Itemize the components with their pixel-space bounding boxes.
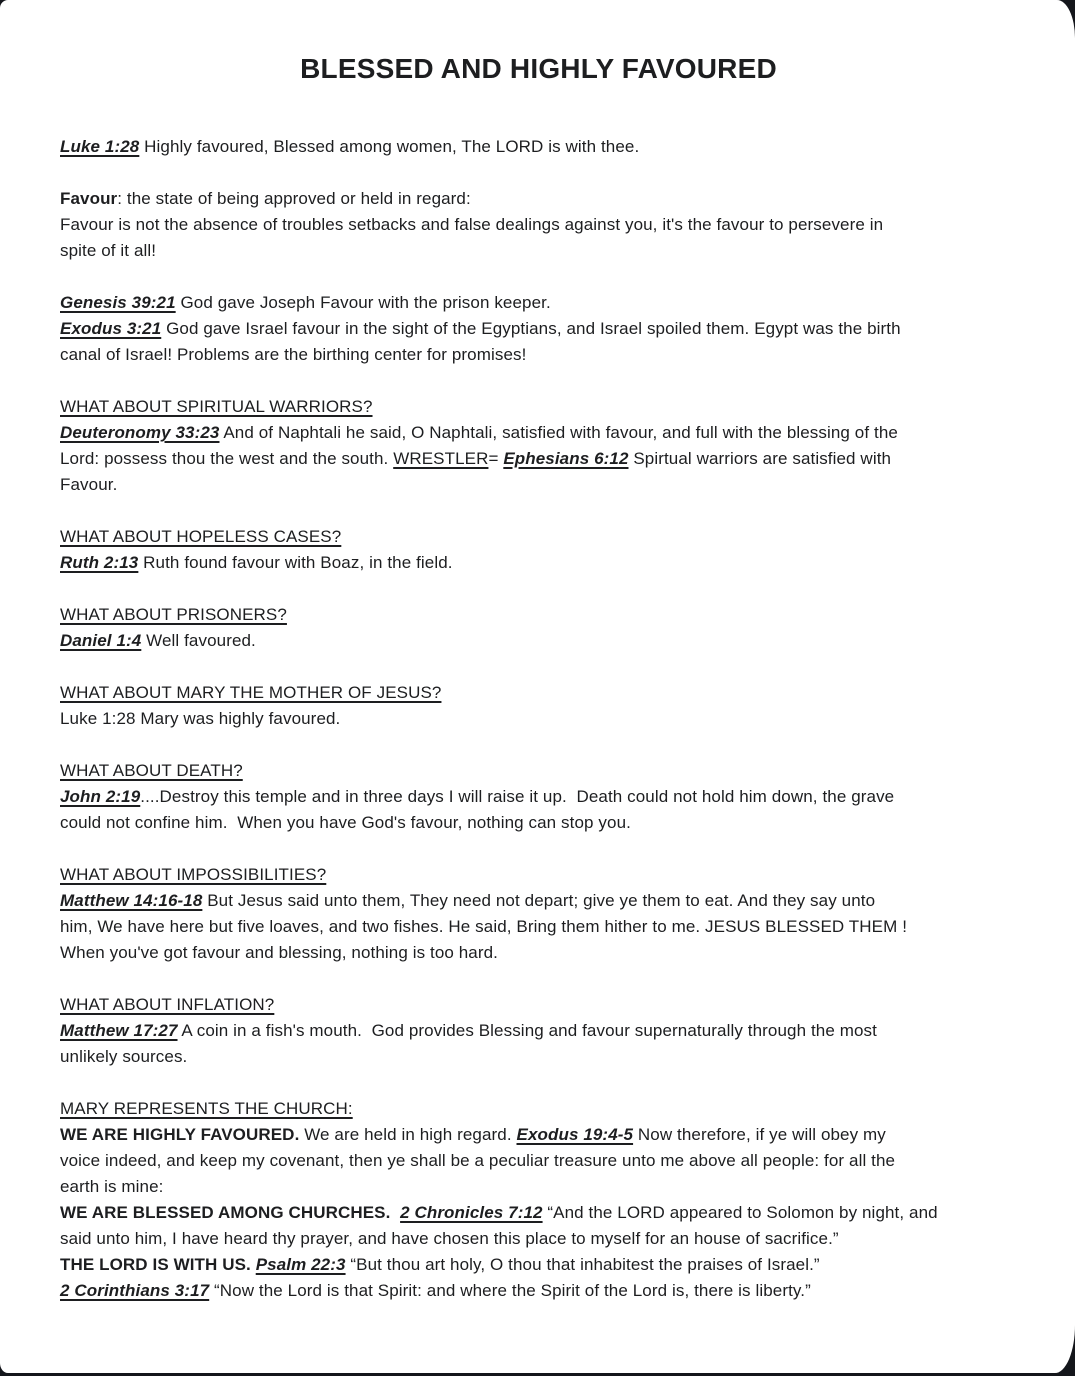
text-line [60,1200,1017,1226]
text-run: Well favoured. [141,631,256,650]
text-run: Favour is not the absence of troubles setbacks and false dealings against you, it's the favour to persevere in [60,215,884,234]
text-line [60,134,1017,160]
text-run: canal of Israel! Problems are the birthing center for promises! [60,345,527,364]
text-line [60,1148,1017,1174]
text-run: WHAT ABOUT PRISONERS? [60,605,287,624]
text-run: Ruth 2:13 [60,553,139,572]
text-run: him, We have here but five loaves, and two fishes. He said, Bring them hither to me. JESUS BLESSED THEM ! [60,917,908,936]
text-run: THE LORD IS WITH US. [60,1255,251,1274]
text-line [60,446,1017,472]
text-line [60,1278,1017,1304]
text-run: Matthew 14:16-18 [60,891,203,910]
text-run: WE ARE HIGHLY FAVOURED. [60,1125,300,1144]
text-line [60,212,1017,238]
text-run: “Now the Lord is that Spirit: and where the Spirit of the Lord is, there is liberty.” [209,1281,811,1300]
text-run: 2 Corinthians 3:17 [60,1281,210,1300]
text-line [60,914,1017,940]
text-run: Favour [60,189,118,208]
text-line [60,394,1017,420]
text-run: Deuteronomy 33:23 [60,423,220,442]
text-run: Genesis 39:21 [60,293,176,312]
text-run: : the state of being approved or held in regard: [117,189,471,208]
text-run: spite of it all! [60,241,157,260]
text-run: WHAT ABOUT IMPOSSIBILITIES? [60,865,327,884]
text-line [60,1044,1017,1070]
document-content [0,52,1075,1304]
text-line [60,290,1017,316]
document-body [60,134,1017,1304]
text-run: WE ARE BLESSED AMONG CHURCHES. [60,1203,391,1222]
text-run: “And the LORD appeared to Solomon by night, and [542,1203,938,1222]
text-line [60,1096,1017,1122]
text-line [60,524,1017,550]
text-line [60,1122,1017,1148]
text-run: Now therefore, if ye will obey my [633,1125,886,1144]
text-line [60,992,1017,1018]
text-line [60,1252,1017,1278]
text-run: = [488,449,504,468]
text-run: Spirtual warriors are satisfied with [628,449,892,468]
text-run: John 2:19 [60,787,141,806]
text-line [60,602,1017,628]
text-line [60,784,1017,810]
text-run: Exodus 3:21 [60,319,162,338]
text-run: 2 Chronicles 7:12 [400,1203,543,1222]
text-run: earth is mine: [60,1177,164,1196]
text-run: And of Naphtali he said, O Naphtali, satisfied with favour, and full with the blessing of the [219,423,898,442]
text-line [60,680,1017,706]
text-run: When you've got favour and blessing, nothing is too hard. [60,943,498,962]
text-run: MARY REPRESENTS THE CHURCH: [60,1099,353,1118]
text-line [60,888,1017,914]
text-line [60,420,1017,446]
document-title: BLESSED AND HIGHLY FAVOURED [300,53,777,84]
text-line [60,810,1017,836]
text-line [60,862,1017,888]
text-line [60,628,1017,654]
text-run: voice indeed, and keep my covenant, then ye shall be a peculiar treasure unto me above all people: for all the [60,1151,896,1170]
text-run: Ephesians 6:12 [503,449,629,468]
text-line [60,238,1017,264]
text-run: Highly favoured, Blessed among women, The LORD is with thee. [139,137,640,156]
text-run: “But thou art holy, O thou that inhabitest the praises of Israel.” [345,1255,820,1274]
text-run: Favour. [60,475,118,494]
text-run: WHAT ABOUT SPIRITUAL WARRIORS? [60,397,373,416]
text-run: But Jesus said unto them, They need not depart; give ye them to eat. And they say unto [202,891,876,910]
text-run: Psalm 22:3 [255,1255,346,1274]
text-line [60,316,1017,342]
text-run: A coin in a fish's mouth. God provides Blessing and favour supernaturally through the most [177,1021,877,1040]
text-run: could not confine him. When you have God's favour, nothing can stop you. [60,813,631,832]
text-line [60,758,1017,784]
text-line [60,706,1017,732]
text-run: WHAT ABOUT DEATH? [60,761,243,780]
text-run [390,1203,400,1222]
text-run: WRESTLER [393,449,489,468]
text-run: God gave Israel favour in the sight of the Egyptians, and Israel spoiled them. Egypt was the birth [161,319,901,338]
text-line [60,342,1017,368]
text-run: Daniel 1:4 [60,631,142,650]
text-run: WHAT ABOUT MARY THE MOTHER OF JESUS? [60,683,442,702]
text-run: Luke 1:28 [60,137,140,156]
text-run: Luke 1:28 Mary was highly favoured. [60,709,341,728]
text-run: WHAT ABOUT HOPELESS CASES? [60,527,342,546]
text-run: said unto him, I have heard thy prayer, and have chosen this place to myself for an house of sacrifice.” [60,1229,839,1248]
text-line [60,186,1017,212]
text-line [60,1018,1017,1044]
text-run: Matthew 17:27 [60,1021,178,1040]
text-line [60,940,1017,966]
text-run: We are held in high regard. [299,1125,517,1144]
text-run: Ruth found favour with Boaz, in the field. [138,553,453,572]
text-run: Exodus 19:4-5 [516,1125,634,1144]
text-run: WHAT ABOUT INFLATION? [60,995,275,1014]
text-run: unlikely sources. [60,1047,188,1066]
text-run: ....Destroy this temple and in three days I will raise it up. Death could not hold him down, the grave [140,787,895,806]
text-line [60,472,1017,498]
text-line [60,550,1017,576]
text-line [60,1174,1017,1200]
text-line [60,1226,1017,1252]
text-run: Lord: possess thou the west and the south. [60,449,394,468]
text-run: God gave Joseph Favour with the prison keeper. [175,293,551,312]
